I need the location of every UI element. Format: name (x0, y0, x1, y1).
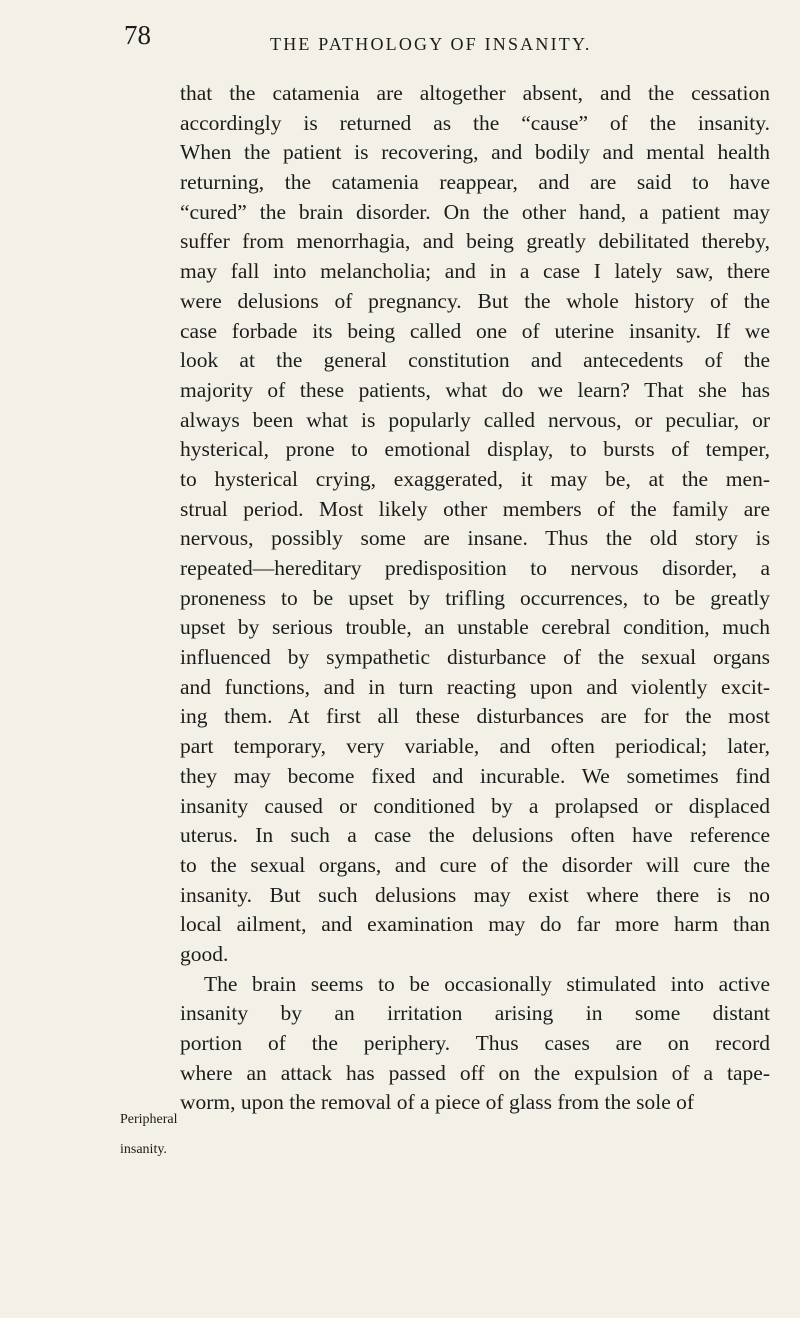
text-line: When the patient is recovering, and bodily and mental health (180, 140, 770, 165)
text-line: they may become fixed and incurable. We sometimes find (180, 763, 770, 788)
margin-note: Peripheral (120, 1112, 178, 1127)
margin-note: insanity. (120, 1142, 167, 1157)
text-line: upset by serious trouble, an unstable cerebral condition, much (180, 615, 770, 640)
text-line: nervous, possibly some are insane. Thus the old story is (180, 526, 770, 551)
text-line: returning, the catamenia reappear, and are said to have (180, 170, 770, 195)
text-line: look at the general constitution and antecedents of the (180, 348, 770, 373)
text-line: local ailment, and examination may do far more harm than (180, 912, 770, 937)
text-line: to the sexual organs, and cure of the disorder will cure the (180, 852, 770, 877)
running-head: THE PATHOLOGY OF INSANITY. (270, 34, 592, 54)
text-line: where an attack has passed off on the expulsion of a tape- (180, 1060, 770, 1085)
page-number: 78 (124, 20, 151, 50)
text-line: accordingly is returned as the “cause” of the insanity. (180, 110, 770, 135)
text-line: good. (180, 941, 229, 966)
text-line: uterus. In such a case the delusions often have reference (180, 823, 770, 848)
text-line: worm, upon the removal of a piece of glass from the sole of (180, 1090, 695, 1115)
text-line: majority of these patients, what do we learn? That she has (180, 377, 770, 402)
text-line: ing them. At first all these disturbances are for the most (180, 704, 770, 729)
text-line: part temporary, very variable, and often periodical; later, (180, 734, 770, 759)
text-line: may fall into melancholia; and in a case I lately saw, there (180, 259, 770, 284)
text-line: case forbade its being called one of uterine insanity. If we (180, 318, 770, 343)
text-line: insanity by an irritation arising in some distant (180, 1001, 770, 1026)
text-line: The brain seems to be occasionally stimulated into active (204, 971, 770, 996)
text-line: that the catamenia are altogether absent, and the cessation (180, 81, 770, 105)
text-line: portion of the periphery. Thus cases are on record (180, 1031, 770, 1055)
text-line: suffer from menorrhagia, and being greatly debilitated thereby, (180, 229, 770, 254)
text-line: insanity caused or conditioned by a prolapsed or displaced (180, 793, 770, 818)
text-line: were delusions of pregnancy. But the whole history of the (180, 288, 770, 313)
text-line: strual period. Most likely other members of the family are (180, 496, 770, 521)
text-line: hysterical, prone to emotional display, to bursts of temper, (180, 437, 770, 462)
text-line: and functions, and in turn reacting upon and violently excit- (180, 674, 770, 699)
text-line: “cured” the brain disorder. On the other hand, a patient may (180, 199, 770, 224)
text-line: proneness to be upset by trifling occurrences, to be greatly (180, 585, 770, 610)
body-text (180, 79, 770, 1118)
text-line: always been what is popularly called nervous, or peculiar, or (180, 407, 770, 432)
text-line: to hysterical crying, exaggerated, it may be, at the men- (180, 466, 770, 491)
text-line: influenced by sympathetic disturbance of the sexual organs (180, 645, 770, 670)
text-line: insanity. But such delusions may exist where there is no (180, 882, 770, 907)
text-line: repeated—hereditary predisposition to nervous disorder, a (180, 556, 770, 580)
